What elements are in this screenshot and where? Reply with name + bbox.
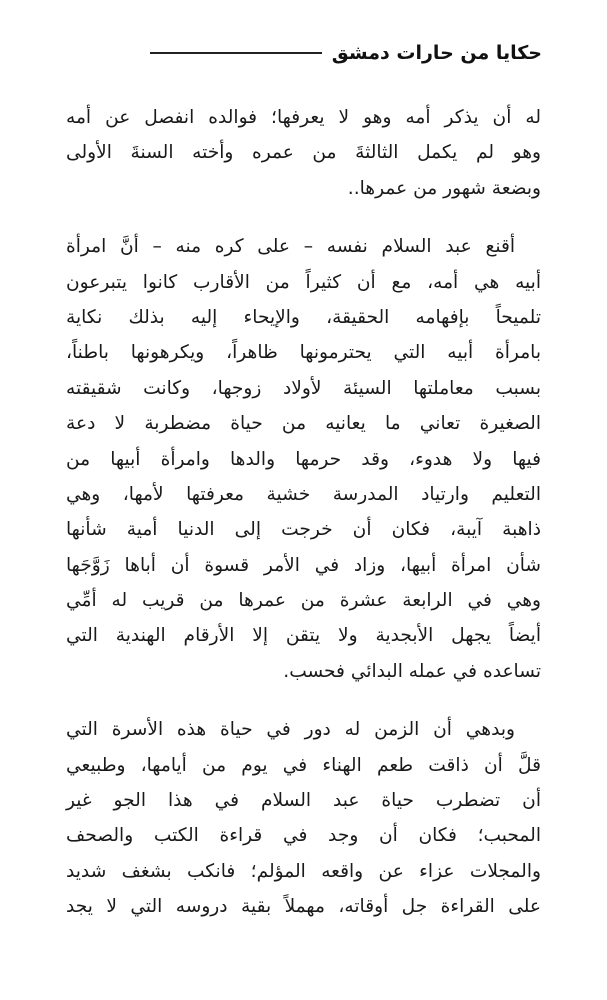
header-rule	[150, 52, 322, 54]
text-line: وهي في الرابعة عشرة من عمرها من قريب له أمِّي	[66, 590, 541, 612]
text-line: ذاهبة آيبة، فكان أن خرجت إلى الدنيا أمية شأنها	[66, 519, 541, 541]
text-line: التعليم وارتياد المدرسة خشية معرفتها لأمها، وهي	[66, 483, 541, 505]
text-line: وبضعة شهور من عمرها..	[347, 177, 541, 199]
text-line: بسبب معاملتها السيئة لأولاد زوجها، وكانت شقيقته	[66, 377, 541, 399]
text-line: له أن يذكر أمه وهو لا يعرفها؛ فوالده انفصل عن أمه	[66, 107, 541, 128]
text-line: والمجلات عزاء عن واقعه المؤلم؛ فانكب بشغف شديد	[66, 860, 541, 882]
paragraph	[66, 229, 541, 689]
running-header	[150, 38, 542, 68]
paragraph-gap	[66, 206, 541, 229]
text-line: بامرأة أبيه التي يحترمونها ظاهراً، ويكرهونها باطناً،	[66, 342, 541, 364]
paragraph-gap	[66, 689, 541, 712]
text-line: قلَّ أن ذاقت طعم الهناء في يوم من أيامها، وطبيعي	[66, 754, 541, 776]
text-line: أقنع عبد السلام نفسه – على كره منه – أنَّ امرأة	[66, 236, 515, 258]
text-line: فيها ولا هدوء، وقد حرمها والدها وامرأة أبيها من	[66, 448, 541, 470]
text-line: وهو لم يكمل الثالثةَ من عمره وأخته السنةَ الأولى	[66, 142, 541, 164]
text-line: شأن امرأة أبيها، وزاد في الأمر قسوة أن أباها زَوَّجَها	[66, 554, 541, 576]
text-line: أن تضطرب حياة عبد السلام في هذا الجو غير	[66, 790, 541, 812]
text-line: أبيه هي أمه، مع أن كثيراً من الأقارب كانوا يتبرعون	[66, 271, 541, 293]
text-line: الصغيرة تعاني ما يعانيه من حياة مضطربة لا دعة	[66, 413, 541, 435]
paragraph	[66, 712, 541, 924]
text-line: تلميحاً بإفهامه الحقيقة، والإيحاء إليه بذلك نكاية	[66, 306, 541, 328]
paragraph	[66, 100, 541, 206]
text-line: على القراءة جل أوقاته، مهملاً بقية دروسه التي لا يجد	[66, 896, 541, 918]
book-title: حكايا من حارات دمشق	[331, 42, 542, 64]
body-text	[66, 100, 541, 925]
text-line: المحبب؛ فكان أن وجد في قراءة الكتب والصحف	[66, 825, 541, 847]
text-line: تساعده في عمله البدائي فحسب.	[283, 660, 541, 682]
text-line: وبدهي أن الزمن له دور في حياة هذه الأسرة التي	[66, 719, 515, 741]
text-line: أيضاً يجهل الأبجدية ولا يتقن إلا الأرقام الهندية التي	[66, 625, 541, 647]
